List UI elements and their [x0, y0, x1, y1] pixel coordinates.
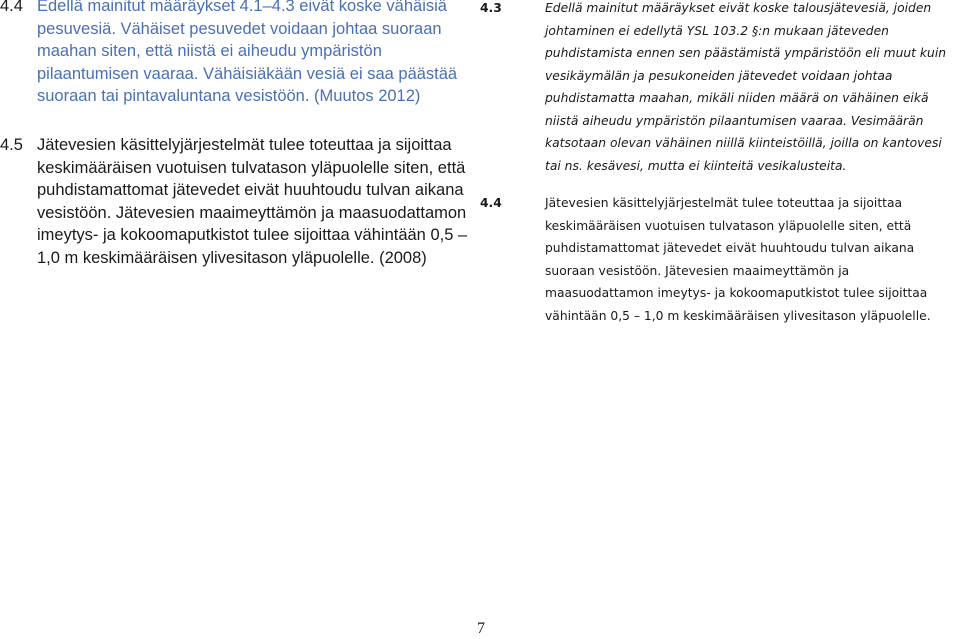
paragraph-text [37, 0, 470, 108]
amendment-highlight-start: Edellä mainitut määräykset 4.1–4.3 eivät koske vähäisiä pesuvesiä [37, 0, 447, 38]
paragraph-number: 4.4 [480, 196, 502, 210]
left-column [0, 0, 470, 270]
amendment-highlight-rest: . Vähäiset pesuvedet voidaan johtaa suoraan maahan siten, että niistä ei aiheudu ympäristön pilaantumisen vaaraa. Vähäisiäkään vesiä ei saa päästää suoraan tai pintavaluntana vesistöön. [37, 19, 458, 106]
page-number: 7 [477, 620, 485, 637]
right-column [480, 0, 959, 327]
paragraph-4-3-new [480, 0, 959, 177]
paragraph-4-5-old [0, 134, 470, 270]
paragraph-text: Edellä mainitut määräykset eivät koske talousjätevesiä, joiden johtaminen ei edellytä YSL 103.2 §:n mukaan jäteveden puhdistamista ennen sen päästämistä ympäristöön eli muut kuin vesikäymälän ja pesukoneiden jätevedet voidaan johtaa puhdistamatta maahan, mikäli niiden määrä on vähäinen eikä niistä aiheudu ympäristön pilaantumisen vaaraa. Vesimäärän katsotaan olevan vähäinen niillä kiinteistöillä, joilla on kantovesi tai ns. kesävesi, mutta ei kiinteitä vesikalusteita. [545, 1, 947, 173]
paragraph-number: 4.4 [0, 0, 23, 15]
paragraph-number: 4.3 [480, 1, 502, 15]
paragraph-4-4-new [480, 192, 959, 327]
paragraph-text: Jätevesien käsittelyjärjestelmät tulee toteuttaa ja sijoittaa keskimääräisen vuotuisen tulvatason yläpuolelle siten, että puhdistamattomat jätevedet eivät huuhtoudu tulvan aikana suoraan vesistöön. Jätevesien maaimeyttämön ja maasuodattamon imeytys- ja kokoomaputkistot tulee sijoittaa vähintään 0,5 – 1,0 m keskimääräisen ylivesitason yläpuolelle. [545, 196, 931, 323]
paragraph-text: Jätevesien käsittelyjärjestelmät tulee toteuttaa ja sijoittaa keskimääräisen vuotuisen tulvatason yläpuolelle siten, että puhdistamattomat jätevedet eivät huuhtoudu tulvan aikana vesistöön. Jätevesien maaimeyttämön ja maasuodattamon imeytys- ja kokoomaputkistot tulee sijoittaa vähintään 0,5 – 1,0 m keskimääräisen ylivesitason yläpuolelle. (2008) [37, 135, 468, 267]
amendment-note: (Muutos 2012) [309, 87, 421, 106]
paragraph-4-4-old [0, 0, 470, 108]
paragraph-number: 4.5 [0, 135, 23, 154]
